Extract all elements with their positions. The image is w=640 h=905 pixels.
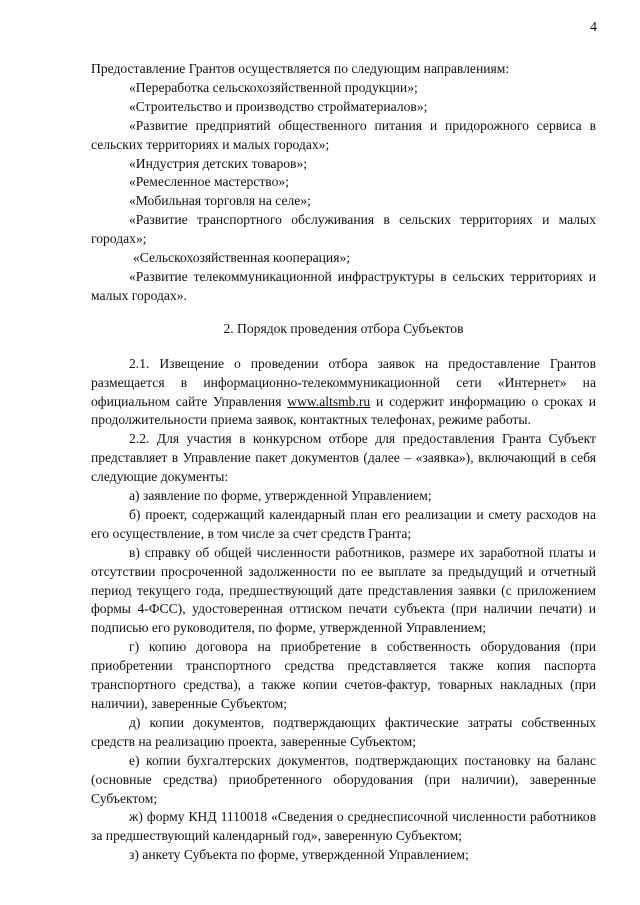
document-item: а) заявление по форме, утвержденной Управлением; bbox=[129, 488, 432, 504]
paragraph-2-1 bbox=[91, 355, 596, 431]
direction-item: «Сельскохозяйственная кооперация»; bbox=[133, 250, 351, 266]
document-item: з) анкету Субъекта по форме, утвержденной Управлением; bbox=[129, 847, 469, 863]
paragraph-2-1-text-end: и содержит информацию о сроках и продолжительности приема заявок, контактных телефонах, режиме работы. bbox=[91, 393, 596, 428]
direction-item: «Индустрия детских товаров»; bbox=[129, 155, 308, 171]
directions-list bbox=[91, 79, 596, 306]
direction-item: «Развитие телекоммуникационной инфраструктуры в сельских территориях и малых городах». bbox=[91, 268, 596, 303]
direction-item: «Строительство и производство стройматериалов»; bbox=[129, 98, 428, 114]
document-item: б) проект, содержащий календарный план его реализации и смету расходов на его осуществление, в том числе за счет средств Гранта; bbox=[91, 506, 596, 541]
document-body bbox=[91, 60, 596, 865]
document-item: в) справку об общей численности работников, размере их заработной платы и отсутствии просроченной задолженности по ее выплате за предыдущий и отчетный период текущего года, предшествующий дате представления заявки (с приложением формы 4-ФСС), удостоверенная оттиском печати субъекта (при наличии печати) и подписью его руководителя, по форме, утвержденной Управлением; bbox=[91, 544, 596, 636]
intro-paragraph: Предоставление Грантов осуществляется по следующим направлениям: bbox=[91, 61, 510, 76]
website-link[interactable]: www.altsmb.ru bbox=[287, 393, 371, 409]
direction-item: «Переработка сельскохозяйственной продукции»; bbox=[129, 79, 418, 95]
direction-item: «Мобильная торговля на селе»; bbox=[129, 193, 311, 209]
direction-item: «Ремесленное мастерство»; bbox=[129, 174, 289, 190]
paragraph-2-1-text: 2.1. Извещение о проведении отбора заявок на предоставление Грантов размещается в информационно-телекоммуникационной сети «Интернет» на официальном сайте Управления bbox=[91, 355, 596, 409]
document-item: е) копии бухгалтерских документов, подтверждающих постановку на баланс (основные средства) приобретенного оборудования (при наличии), заверенные Субъектом; bbox=[91, 752, 596, 806]
direction-item: «Развитие предприятий общественного питания и придорожного сервиса в сельских территориях и малых городах»; bbox=[91, 117, 596, 152]
page-number: 4 bbox=[590, 20, 597, 35]
section-title: 2. Порядок проведения отбора Субъектов bbox=[223, 320, 464, 336]
document-item: ж) форму КНД 1110018 «Сведения о среднесписочной численности работников за предшествующий календарный год», заверенную Субъектом; bbox=[91, 809, 596, 844]
document-item: д) копии документов, подтверждающих фактические затраты собственных средств на реализацию проекта, заверенные Субъектом; bbox=[91, 714, 596, 749]
direction-item: «Развитие транспортного обслуживания в сельских территориях и малых городах»; bbox=[91, 212, 596, 247]
documents-list bbox=[91, 487, 596, 865]
document-item: г) копию договора на приобретение в собственность оборудования (при приобретении транспортного средства представляется также копия паспорта транспортного средства), а также копии счетов-фактур, товарных накладных (при наличии), заверенные Субъектом; bbox=[91, 639, 596, 711]
paragraph-2-2: 2.2. Для участия в конкурсном отборе для предоставления Гранта Субъект представляет в Управление пакет документов (далее – «заявка»), включающий в себя следующие документы: bbox=[91, 431, 596, 485]
